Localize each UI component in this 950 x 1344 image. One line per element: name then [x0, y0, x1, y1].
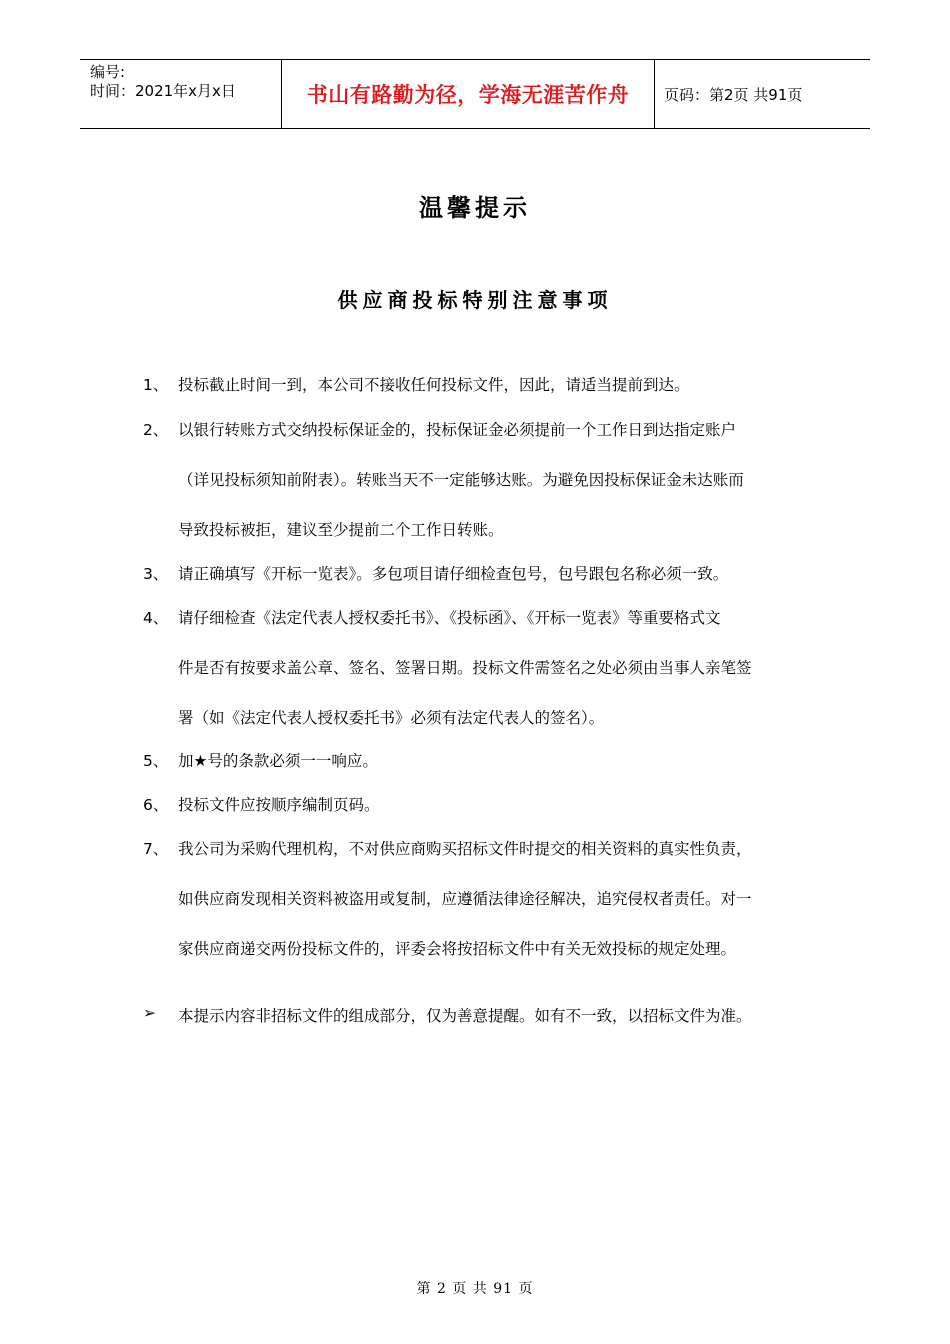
note-text: 本提示内容非招标文件的组成部分，仅为善意提醒。如有不一致，以招标文件为准。 [178, 1007, 752, 1025]
item-text: 投标文件应按顺序编制页码。 [178, 796, 380, 814]
header-page-info: 页码：第2页 共91页 [664, 85, 803, 104]
item-text: 导致投标被拒，建议至少提前二个工作日转账。 [178, 521, 504, 539]
item-number: 4、 [143, 609, 169, 627]
item-text: （详见投标须知前附表）。转账当天不一定能够达账。为避免因投标保证金未达账而 [178, 471, 744, 489]
item-text: 加★号的条款必须一一响应。 [178, 752, 378, 770]
header-meta [90, 63, 236, 101]
header-divider [654, 60, 655, 128]
item-text: 请正确填写《开标一览表》。多包项目请仔细检查包号，包号跟包名称必须一致。 [178, 565, 729, 583]
item-text: 我公司为采购代理机构，不对供应商购买招标文件时提交的相关资料的真实性负责， [178, 840, 752, 858]
item-number: 2、 [143, 421, 169, 439]
header-table [80, 59, 870, 129]
item-number: 7、 [143, 840, 169, 858]
item-number: 5、 [143, 752, 169, 770]
item-number: 6、 [143, 796, 169, 814]
item-text: 以银行转账方式交纳投标保证金的，投标保证金必须提前一个工作日到达指定账户 [178, 421, 737, 439]
item-text: 署（如《法定代表人授权委托书》必须有法定代表人的签名）。 [178, 709, 605, 727]
item-number: 3、 [143, 565, 169, 583]
item-text: 件是否有按要求盖公章、签名、签署日期。投标文件需签名之处必须由当事人亲笔签 [178, 659, 752, 677]
page-subtitle: 供应商投标特别注意事项 [337, 288, 613, 312]
arrow-bullet-icon: ➢ [143, 1004, 156, 1022]
time-label: 时间：2021年x月x日 [90, 82, 236, 100]
page-title: 温馨提示 [419, 194, 531, 222]
item-text: 家供应商递交两份投标文件的，评委会将按招标文件中有关无效投标的规定处理。 [178, 940, 737, 958]
item-text: 请仔细检查《法定代表人授权委托书》、《投标函》、《开标一览表》等重要格式文 [178, 609, 721, 627]
number-label: 编号: [90, 63, 126, 81]
item-text: 如供应商发现相关资料被盗用或复制，应遵循法律途径解决，追究侵权者责任。对一 [178, 890, 752, 908]
item-text: 投标截止时间一到，本公司不接收任何投标文件，因此，请适当提前到达。 [178, 376, 690, 394]
page-footer: 第 2 页 共 91 页 [416, 1281, 534, 1297]
header-motto: 书山有路勤为径，学海无涯苦作舟 [306, 82, 630, 107]
item-number: 1、 [143, 376, 169, 394]
